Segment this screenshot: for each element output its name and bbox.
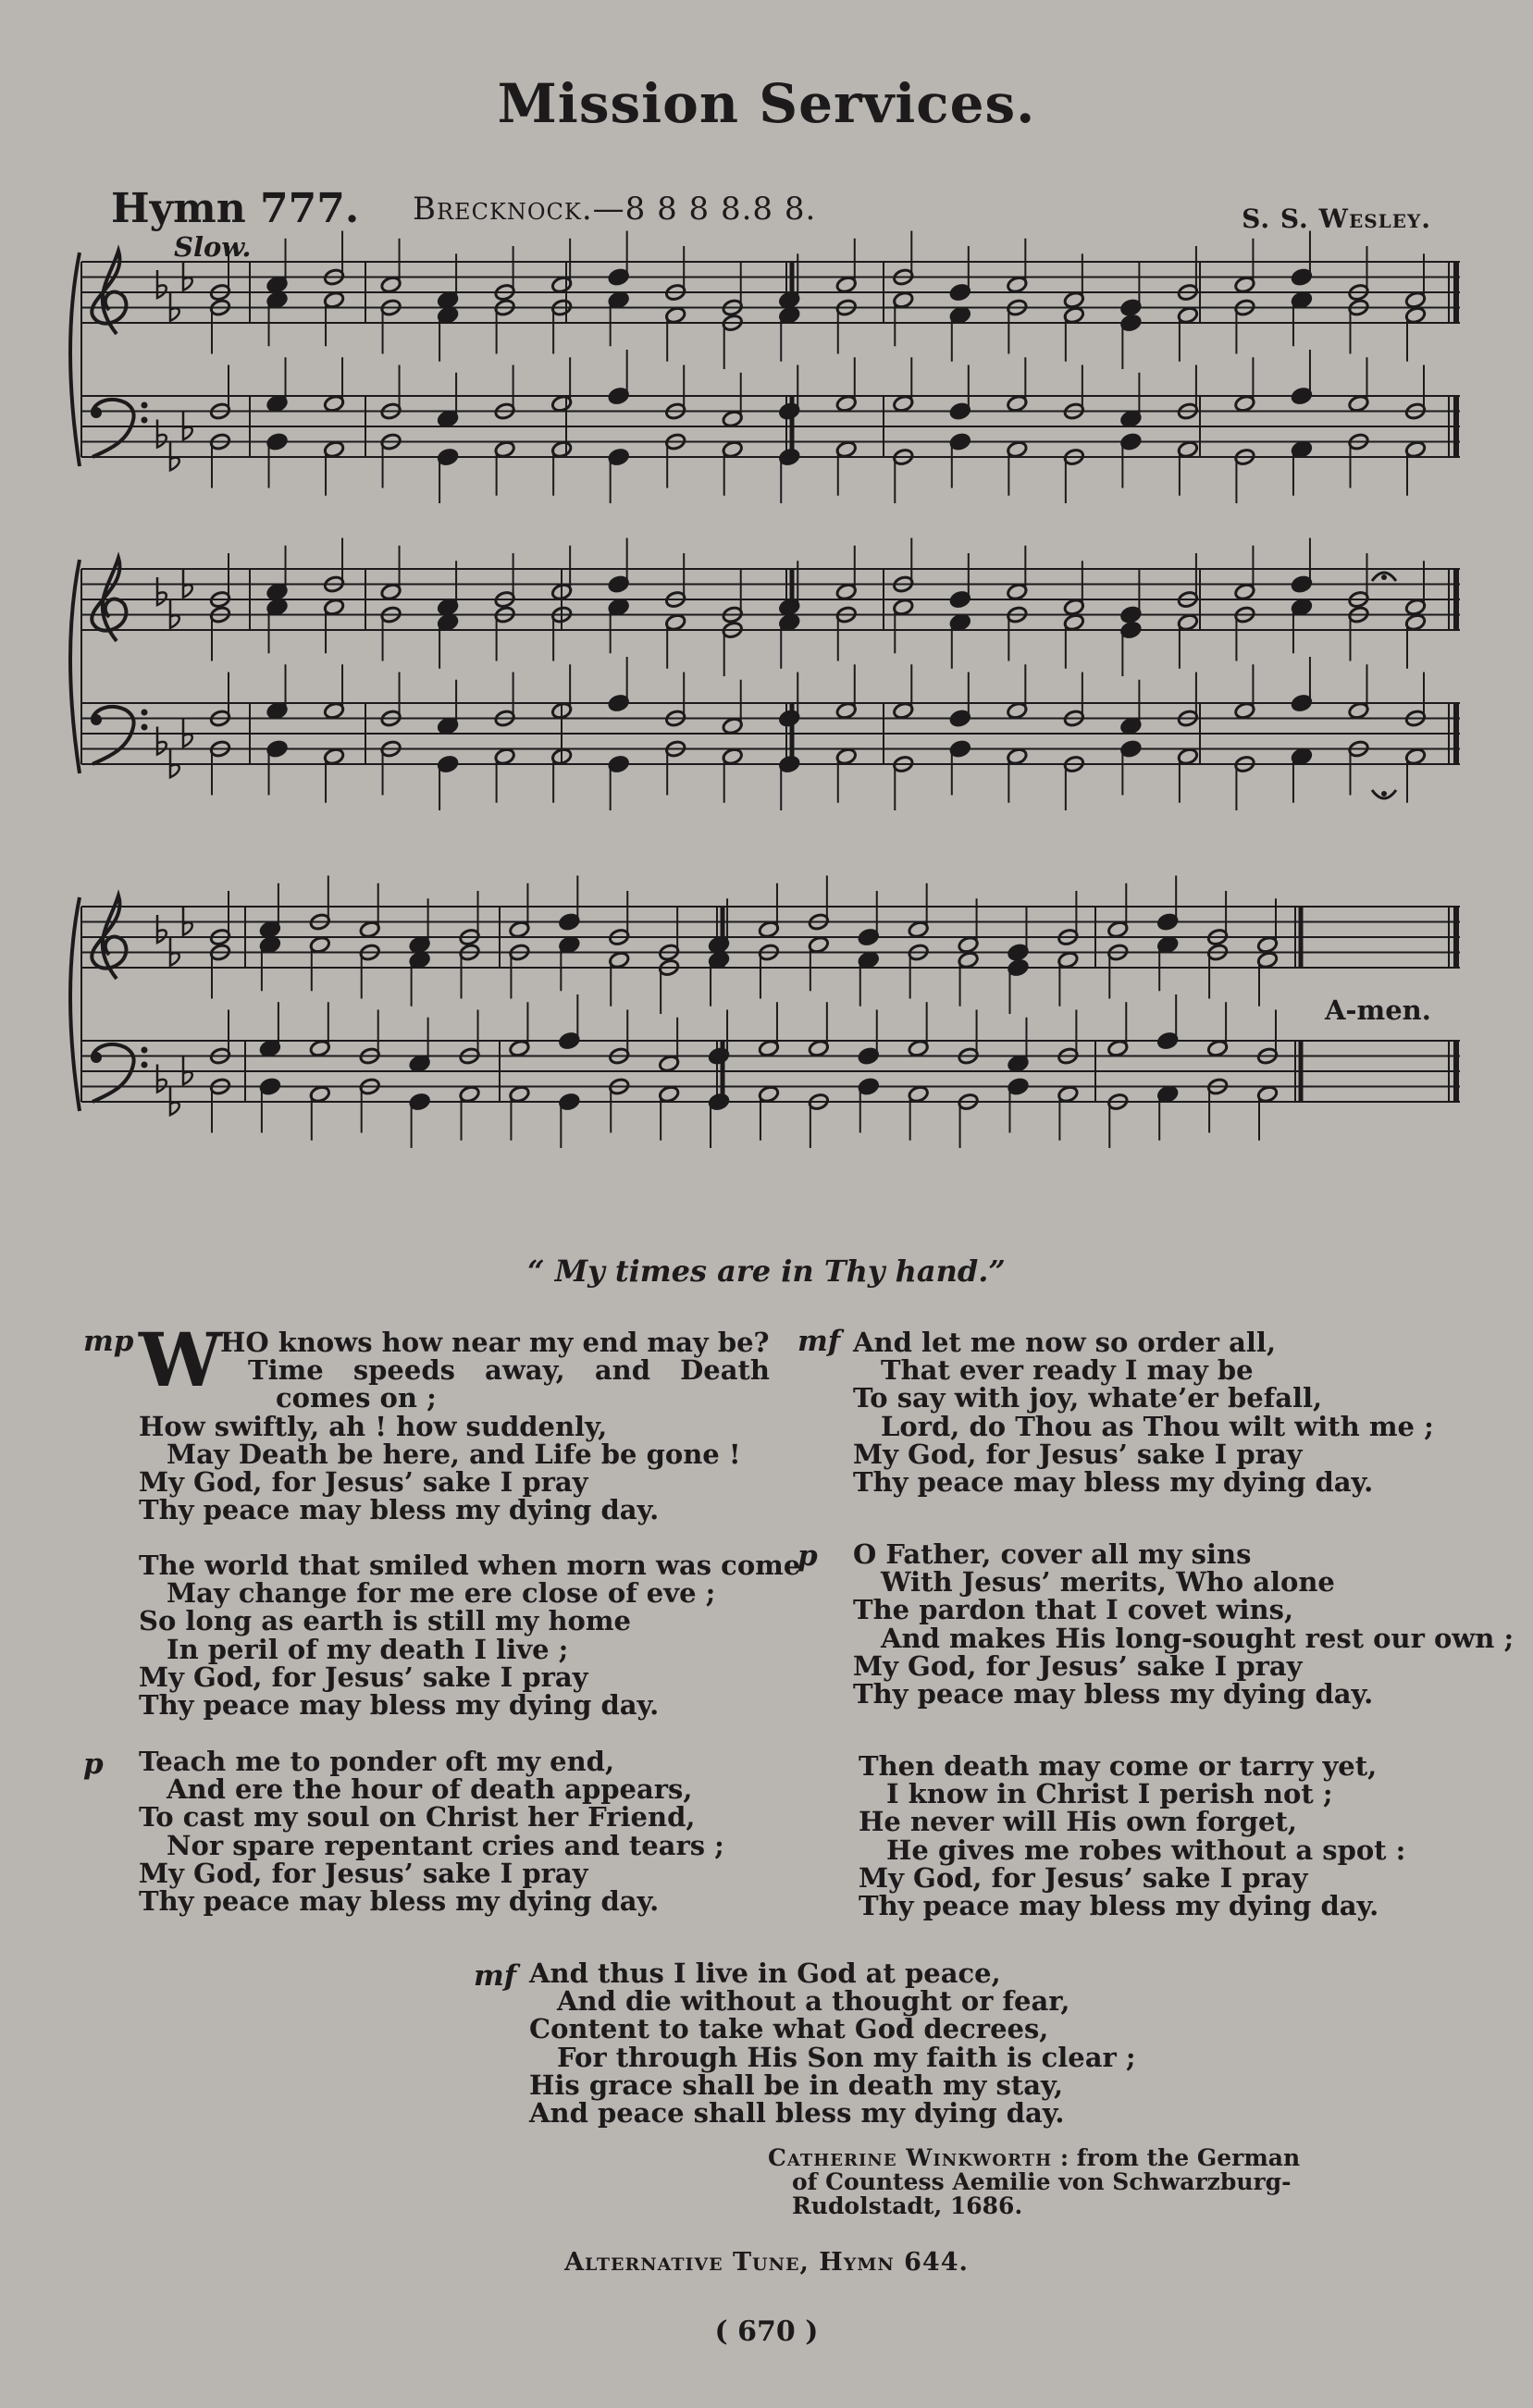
verse-line: Thy peace may bless my dying day. — [859, 1890, 1379, 1922]
verse-line: How swiftly, ah ! how suddenly, — [139, 1410, 608, 1442]
fermata-icon — [1381, 791, 1387, 796]
credit-source-line: of Countess Aemilie von Schwarzburg- — [792, 2168, 1292, 2195]
flat-icon — [157, 915, 167, 943]
verse-2 — [139, 1550, 801, 1722]
verse-line: Thy peace may bless my dying day. — [853, 1678, 1374, 1710]
flat-icon — [157, 727, 167, 755]
verse-line: HO knows how near my end may be? — [220, 1327, 770, 1358]
flat-icon — [157, 1065, 167, 1093]
verse-line: Thy peace may bless my dying day. — [139, 1494, 660, 1526]
verse-line: Thy peace may bless my dying day. — [853, 1466, 1374, 1499]
bass-clef-icon — [142, 1062, 148, 1068]
amen-label: A-men. — [1325, 994, 1431, 1026]
verse-line: And peace shall bless my dying day. — [529, 2097, 1065, 2130]
verse-line: And thus I live in God at peace, — [529, 1957, 1001, 1989]
verse-line: Thy peace may bless my dying day. — [139, 1885, 660, 1918]
dynamic-mark-verse-3: p — [83, 1747, 104, 1781]
verse-line: Then death may come or tarry yet, — [859, 1750, 1378, 1782]
hymn-number: Hymn 777. — [111, 185, 360, 232]
verse-line: To say with joy, whate’er befall, — [853, 1382, 1323, 1414]
alternative-tune-note: Alternative Tune, Hymn 644. — [564, 2248, 969, 2277]
verse-1 — [139, 1328, 770, 1524]
verse-line: May change for me ere close of eve ; — [167, 1577, 716, 1610]
music-score — [0, 0, 1533, 1156]
verse-line: My God, for Jesus’ sake I pray — [139, 1661, 588, 1693]
flat-icon — [157, 420, 167, 448]
verse-line: To cast my soul on Christ her Friend, — [139, 1801, 696, 1834]
verse-line: And makes His long-sought rest our own ; — [881, 1622, 1514, 1654]
verse-line: My God, for Jesus’ sake I pray — [139, 1857, 588, 1889]
bass-clef-icon — [142, 724, 148, 731]
verse-line: O Father, cover all my sins — [853, 1538, 1252, 1570]
verse-line: Time speeds away, and Death — [248, 1354, 770, 1387]
verse-line: Thy peace may bless my dying day. — [139, 1689, 660, 1722]
verse-line: The pardon that I covet wins, — [853, 1594, 1294, 1626]
dynamic-mark-verse-5: p — [797, 1539, 818, 1573]
verse-7 — [529, 1957, 1136, 2130]
dynamic-mark-verse-7: mf — [474, 1959, 517, 1993]
verse-line: comes on ; — [276, 1382, 437, 1414]
page-number: ( 670 ) — [714, 2315, 819, 2348]
tune-name-meter: Brecknock.—8 8 8 8.8 8. — [413, 191, 817, 228]
bass-clef-icon — [142, 417, 148, 424]
verse-line: My God, for Jesus’ sake I pray — [853, 1438, 1303, 1470]
verse-line: Nor spare repentant cries and tears ; — [167, 1829, 724, 1861]
bass-clef-icon — [142, 1047, 148, 1054]
bass-clef-icon — [91, 714, 102, 725]
verse-line: That ever ready I may be — [881, 1354, 1254, 1387]
verse-line: Teach me to ponder oft my end, — [139, 1746, 615, 1777]
flat-icon — [157, 270, 167, 298]
dynamic-mark-verse-4: mf — [797, 1325, 841, 1358]
verse-line: Lord, do Thou as Thou wilt with me ; — [881, 1410, 1434, 1442]
verse-line: And ere the hour of death appears, — [167, 1773, 693, 1806]
verse-line: In peril of my death I live ; — [167, 1633, 569, 1665]
verse-line: Content to take what God decrees, — [529, 2013, 1049, 2045]
credit-source-line: Rudolstadt, 1686. — [792, 2192, 1023, 2219]
text-credit — [768, 2146, 1300, 2218]
bass-clef-icon — [91, 1052, 102, 1063]
verse-6 — [859, 1752, 1405, 1920]
drop-cap: W — [139, 1316, 222, 1403]
verse-line: And die without a thought or fear, — [557, 1985, 1070, 2018]
bass-clef-icon — [142, 402, 148, 409]
system-brace — [70, 897, 80, 1111]
flat-icon — [157, 577, 167, 605]
verse-line: So long as earth is still my home — [139, 1605, 632, 1637]
verse-line: With Jesus’ merits, Who alone — [881, 1566, 1335, 1599]
tempo-marking: Slow. — [174, 231, 252, 263]
epigraph: “ My times are in Thy hand.” — [527, 1253, 1006, 1289]
composer: S. S. Wesley. — [1242, 204, 1431, 234]
verse-line: The world that smiled when morn was come — [139, 1550, 801, 1581]
verse-line: He never will His own forget, — [859, 1806, 1297, 1838]
verse-line: My God, for Jesus’ sake I pray — [859, 1861, 1308, 1894]
verse-line: My God, for Jesus’ sake I pray — [139, 1466, 588, 1499]
verse-line: May Death be here, and Life be gone ! — [167, 1438, 741, 1470]
verse-line: And let me now so order all, — [853, 1327, 1277, 1358]
running-title: Mission Services. — [497, 72, 1036, 135]
bass-clef-icon — [91, 407, 102, 418]
verse-line: He gives me robes without a spot : — [886, 1834, 1406, 1866]
verse-line: For through His Son my faith is clear ; — [557, 2041, 1136, 2073]
verse-5 — [853, 1540, 1514, 1708]
system-brace — [70, 560, 80, 773]
credit-author: Catherine Winkworth — [768, 2144, 1053, 2171]
verse-line: My God, for Jesus’ sake I pray — [853, 1649, 1303, 1682]
verse-line: I know in Christ I perish not ; — [886, 1778, 1333, 1810]
system-brace — [70, 253, 80, 466]
dynamic-mark-verse-1: mp — [83, 1325, 134, 1358]
verse-4 — [853, 1327, 1434, 1499]
verse-3 — [139, 1746, 724, 1918]
verse-line: His grace shall be in death my stay, — [529, 2068, 1064, 2101]
credit-source-line: : from the German — [1059, 2144, 1301, 2171]
fermata-icon — [1381, 574, 1387, 580]
bass-clef-icon — [142, 710, 148, 716]
